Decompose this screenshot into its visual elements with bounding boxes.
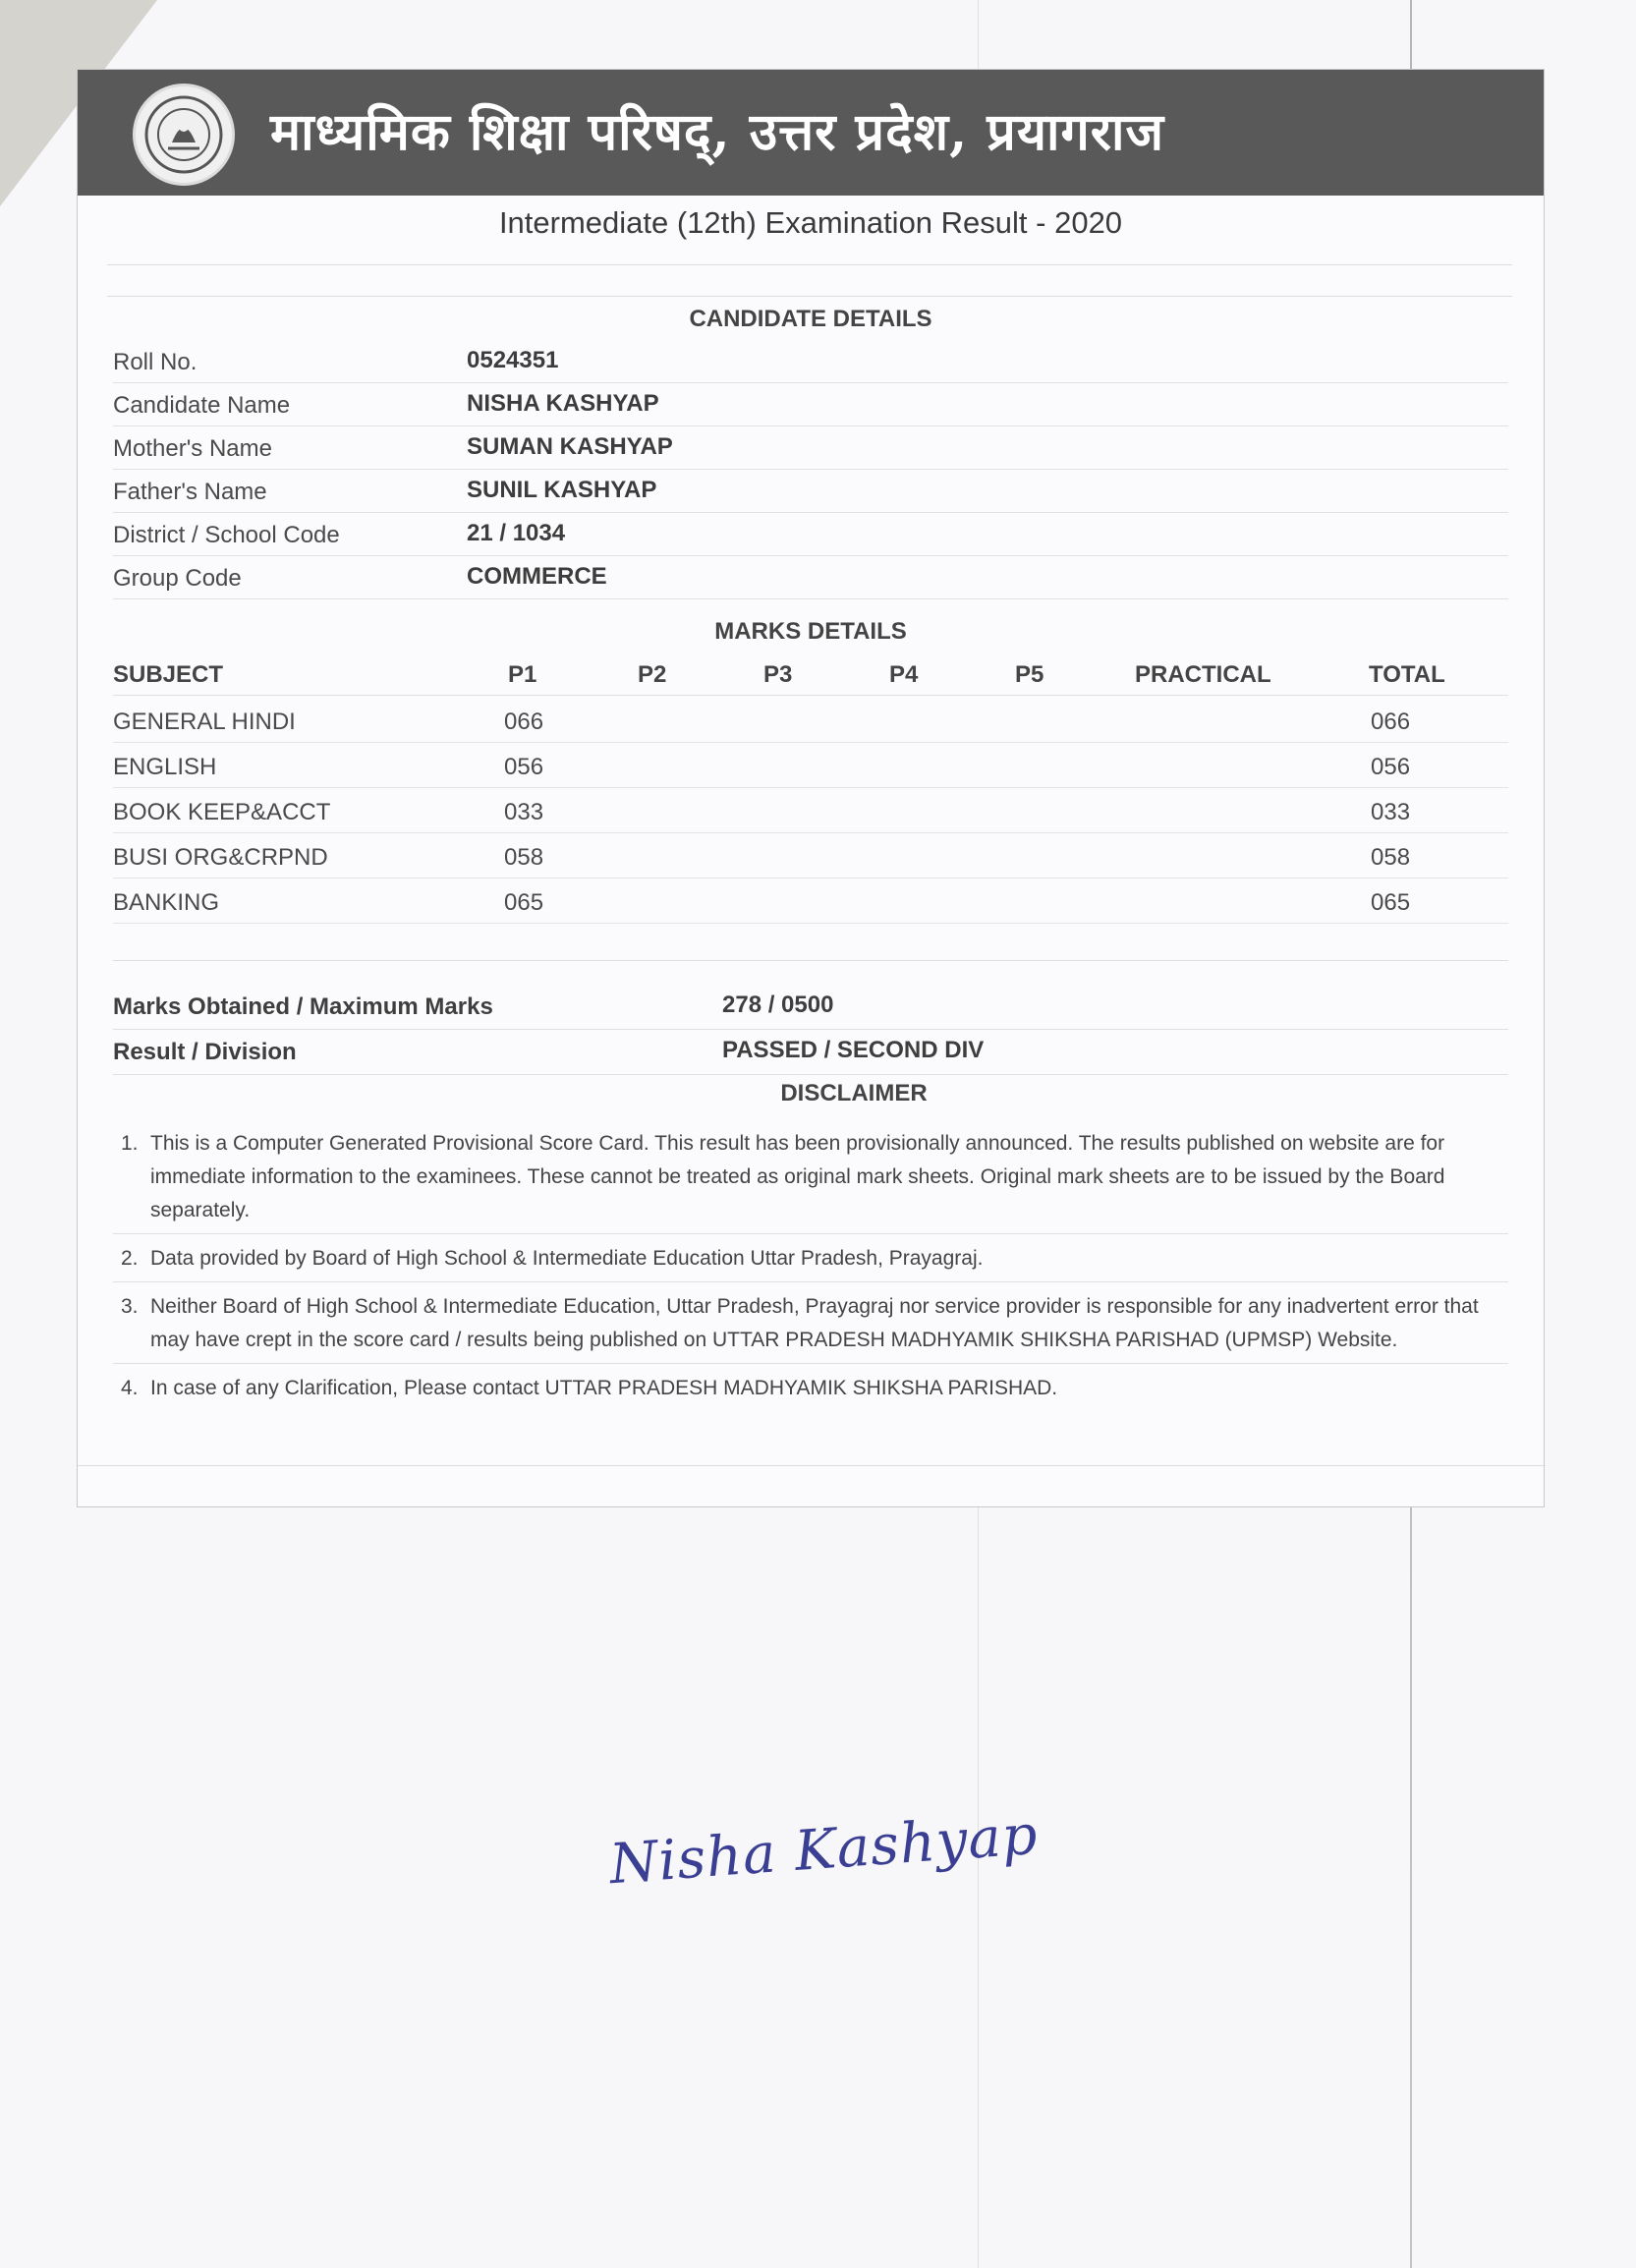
col-subject: SUBJECT [113, 661, 224, 688]
col-total: TOTAL [1369, 661, 1445, 688]
candidate-name: NISHA KASHYAP [467, 390, 659, 417]
p1-cell: 065 [504, 889, 544, 916]
marks-summary-row [113, 984, 1508, 1030]
disclaimer-text: In case of any Clarification, Please contact UTTAR PRADESH MADHYAMIK SHIKSHA PARISHAD. [150, 1377, 1058, 1399]
divider [107, 264, 1512, 265]
detail-row [113, 339, 1508, 383]
result-card [77, 69, 1545, 1507]
table-row [113, 832, 1508, 879]
detail-label: Father's Name [113, 479, 267, 505]
group-code: COMMERCE [467, 563, 607, 590]
disclaimer-heading: DISCLAIMER [780, 1080, 928, 1106]
result-label: Result / Division [113, 1039, 297, 1065]
detail-label: Candidate Name [113, 392, 291, 419]
detail-row [113, 382, 1508, 426]
divider [107, 296, 1512, 297]
roll-number: 0524351 [467, 347, 559, 373]
col-p5: P5 [1015, 661, 1044, 688]
disclaimer-item [113, 1282, 1508, 1364]
board-title: माध्यमिक शिक्षा परिषद्, उत्तर प्रदेश, प्रयागराज [270, 102, 1165, 162]
col-p4: P4 [889, 661, 919, 688]
subject-cell: BOOK KEEP&ACCT [113, 799, 331, 825]
item-number: 3. [121, 1295, 139, 1318]
mother-name: SUMAN KASHYAP [467, 433, 673, 460]
detail-label: Mother's Name [113, 435, 272, 462]
p1-cell: 066 [504, 709, 544, 735]
result-value: PASSED / SECOND DIV [722, 1037, 985, 1063]
item-number: 2. [121, 1247, 139, 1270]
total-cell: 065 [1371, 889, 1411, 916]
table-row [113, 742, 1508, 788]
item-number: 4. [121, 1377, 139, 1399]
total-cell: 056 [1371, 754, 1411, 780]
divider [113, 960, 1508, 961]
disclaimer-text: Data provided by Board of High School & Intermediate Education Uttar Pradesh, Prayagraj. [150, 1247, 984, 1270]
col-practical: PRACTICAL [1135, 661, 1271, 688]
total-cell: 033 [1371, 799, 1411, 825]
col-p1: P1 [508, 661, 537, 688]
item-number: 1. [121, 1132, 139, 1155]
detail-label: Group Code [113, 565, 242, 592]
district-school-code: 21 / 1034 [467, 520, 566, 546]
marks-details-heading: MARKS DETAILS [714, 618, 907, 645]
p1-cell: 056 [504, 754, 544, 780]
disclaimer-item [113, 1364, 1508, 1411]
subject-cell: BUSI ORG&CRPND [113, 844, 328, 871]
handwritten-signature: Nisha Kashyap [607, 1802, 1041, 1898]
detail-label: Roll No. [113, 349, 197, 375]
detail-row [113, 512, 1508, 556]
marks-obtained-value: 278 / 0500 [722, 992, 834, 1018]
total-cell: 058 [1371, 844, 1411, 871]
table-row [113, 878, 1508, 924]
detail-row [113, 469, 1508, 513]
exam-title: Intermediate (12th) Examination Result - 2020 [498, 205, 1123, 240]
marks-obtained-label: Marks Obtained / Maximum Marks [113, 993, 493, 1020]
total-cell: 066 [1371, 709, 1411, 735]
p1-cell: 058 [504, 844, 544, 871]
marks-header-row [113, 652, 1508, 696]
subject-cell: GENERAL HINDI [113, 709, 296, 735]
disclaimer-list [113, 1119, 1508, 1411]
subject-cell: ENGLISH [113, 754, 217, 780]
disclaimer-text: This is a Computer Generated Provisional Score Card. This result has been provisionally announced. The results published on website are for immediate information to the examinees. These cannot be treated as original mark sheets. Original mark sheets are to be issued by the Board separately. [150, 1132, 1445, 1221]
disclaimer-text: Neither Board of High School & Intermediate Education, Uttar Pradesh, Prayagraj nor service provider is responsible for any inadvertent error that may have crept in the score card / results being published on UTTAR PRADESH MADHYAMIK SHIKSHA PARISHAD (UPMSP) Website. [150, 1295, 1479, 1351]
table-row [113, 697, 1508, 743]
subject-cell: BANKING [113, 889, 220, 916]
detail-label: District / School Code [113, 522, 340, 548]
detail-row [113, 555, 1508, 599]
result-row [113, 1029, 1508, 1075]
table-row [113, 787, 1508, 833]
board-header [78, 70, 1544, 196]
detail-row [113, 425, 1508, 470]
disclaimer-item [113, 1119, 1508, 1234]
col-p3: P3 [763, 661, 793, 688]
father-name: SUNIL KASHYAP [467, 477, 657, 503]
disclaimer-item [113, 1234, 1508, 1282]
divider [78, 1465, 1544, 1466]
p1-cell: 033 [504, 799, 544, 825]
board-seal-icon [133, 84, 235, 186]
candidate-details-heading: CANDIDATE DETAILS [689, 306, 932, 332]
col-p2: P2 [638, 661, 667, 688]
